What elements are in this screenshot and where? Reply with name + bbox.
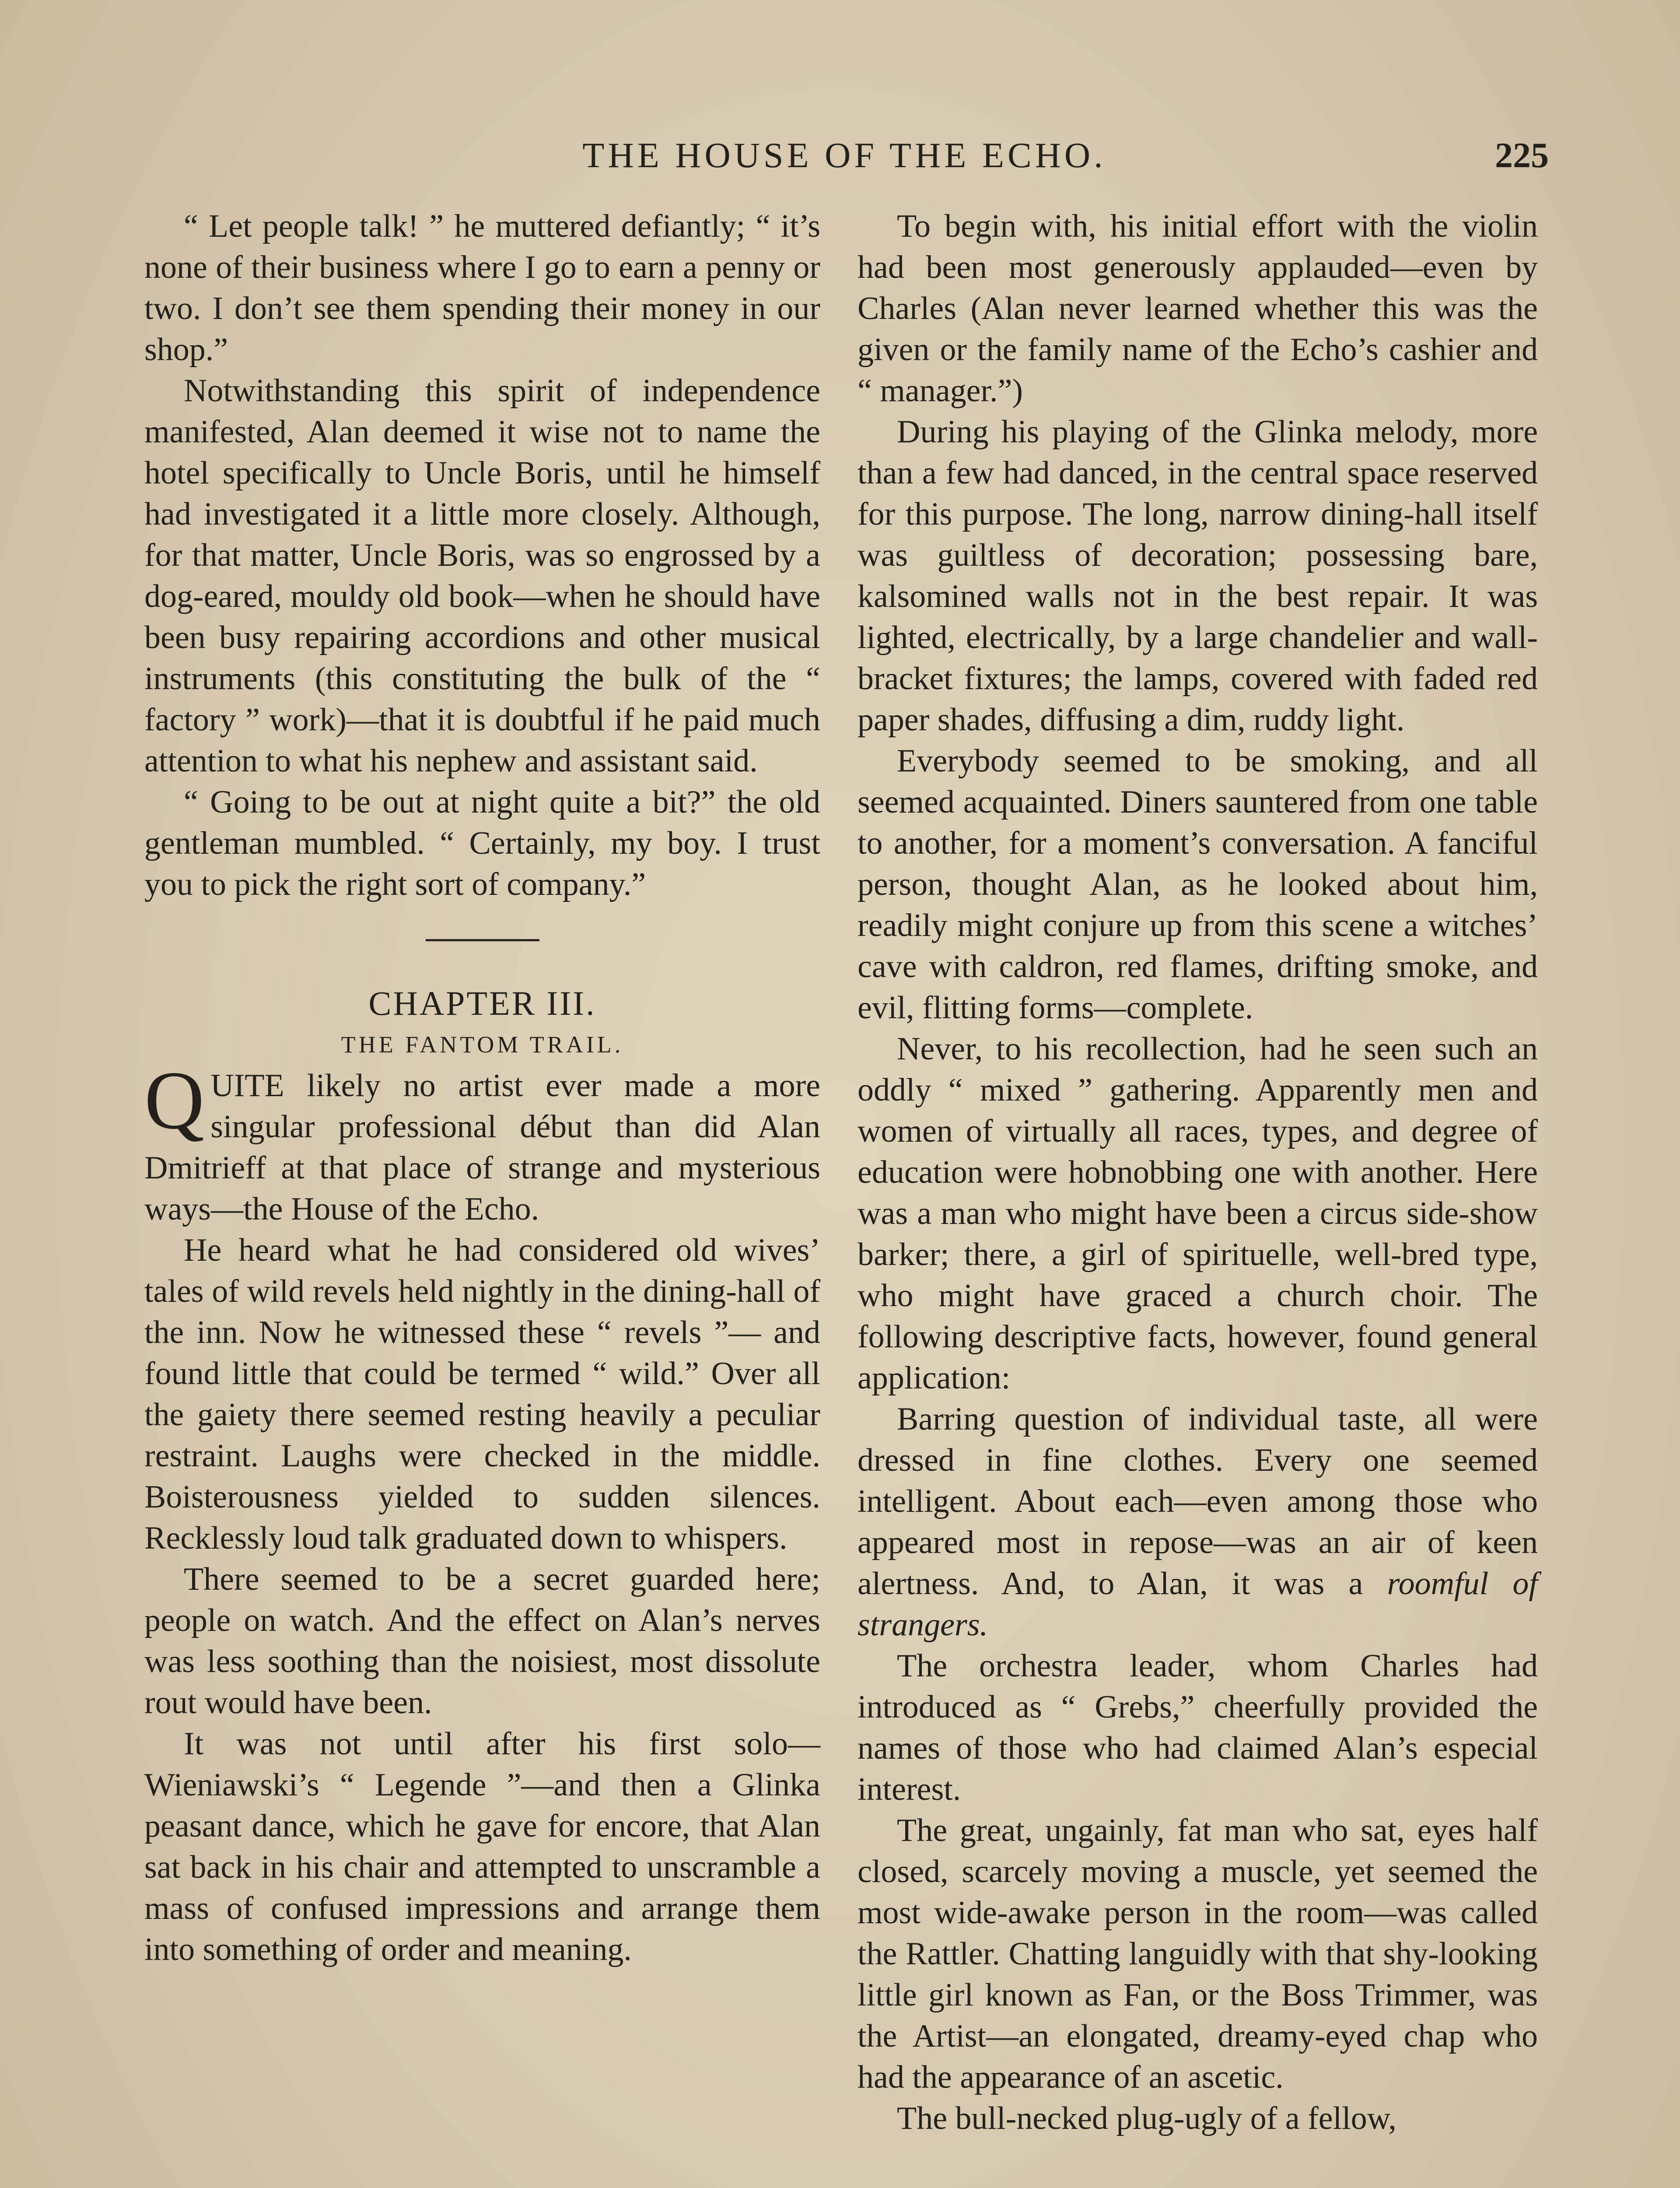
paragraph-text: Barring question of individual taste, all were dressed in fine clothes. Every one seemed intelligent. About each—even among those who appeared most in repose—was an air of keen alertness. And, to Alan, it was a xyxy=(858,1401,1538,1602)
emphasized-text: roomful of strangers. xyxy=(858,1566,1538,1643)
left-column xyxy=(144,206,820,1970)
paragraph xyxy=(858,1399,1538,1645)
paragraph: The orchestra leader, whom Charles had introduced as “ Grebs,” cheerfully provided the names of those who had claimed Alan’s especial interest. xyxy=(858,1648,1538,1807)
chapter-opening-paragraph xyxy=(144,1055,820,1230)
running-title: THE HOUSE OF THE ECHO. xyxy=(582,135,1106,175)
paragraph: “ Let people talk! ” he muttered defiantly; “ it’s none of their business where I go to earn a penny or two. I don’t see them spending their money in our shop.” xyxy=(144,208,820,368)
paragraph: Notwithstanding this spirit of independence manifested, Alan deemed it wise not to name the hotel specifically to Uncle Boris, until he himself had investigated it a little more closely. Although, for that matter, Uncle Boris, was so engrossed by a dog-eared, mouldy old book—when he should have been busy repairing accordions and other musical instruments (this constituting the bulk of the “ factory ” work)—that it is doubtful if he paid much attention to what his nephew and assistant said. xyxy=(144,373,820,779)
chapter-heading: CHAPTER III. xyxy=(368,984,596,1022)
section-divider xyxy=(426,939,539,941)
paragraph: There seemed to be a secret guarded here; people on watch. And the effect on Alan’s nerves was less soothing than the noisiest, most dissolute rout would have been. xyxy=(144,1561,820,1721)
paragraph-text: UITE likely no artist ever made a more singular professional début than did Alan Dmitrieff at that place of strange and mysterious ways—the House of the Echo. xyxy=(144,1068,820,1227)
running-header xyxy=(144,129,1549,182)
paragraph: During his playing of the Glinka melody, more than a few had danced, in the central space reserved for this purpose. The long, narrow dining-hall itself was guiltless of decoration; possessing bare, kalsomined walls not in the best repair. It was lighted, electrically, by a large chandelier and wall-bracket fixtures; the lamps, covered with faded red paper shades, diffusing a dim, ruddy light. xyxy=(858,414,1538,738)
paragraph: The bull-necked plug-ugly of a fellow, xyxy=(897,2100,1396,2136)
chapter-subtitle: THE FANTOM TRAIL. xyxy=(341,1031,624,1058)
paragraph: Everybody seemed to be smoking, and all seemed acquainted. Diners sauntered from one table to another, for a moment’s conversation. A fanciful person, thought Alan, as he looked about him, readily might conjure up from this scene a witches’ cave with caldron, red flames, drifting smoke, and evil, flitting forms—complete. xyxy=(858,743,1538,1026)
paragraph: It was not until after his first solo—Wieniawski’s “ Legende ”—and then a Glinka peasant dance, which he gave for encore, that Alan sat back in his chair and attempted to unscramble a mass of confused impressions and arrange them into something of order and meaning. xyxy=(144,1726,820,1967)
paragraph: “ Going to be out at night quite a bit?” the old gentleman mumbled. “ Certainly, my boy. I trust you to pick the right sort of company.” xyxy=(144,784,820,902)
right-column xyxy=(858,206,1538,2139)
page-number: 225 xyxy=(1495,135,1549,175)
paragraph: To begin with, his initial effort with the violin had been most generously applauded—even by Charles (Alan never learned whether this was the given or the family name of the Echo’s cashier and “ manager.”) xyxy=(858,208,1538,409)
drop-cap: Q xyxy=(144,1055,205,1147)
paragraph: Never, to his recollection, had he seen such an oddly “ mixed ” gathering. Apparently men and women of virtually all races, types, and degree of education were hobnobbing one with another. Here was a man who might have been a circus side-show barker; there, a girl of spirituelle, well-bred type, who might have graced a church choir. The following descriptive facts, however, found general application: xyxy=(858,1031,1538,1396)
paragraph: The great, ungainly, fat man who sat, eyes half closed, scarcely moving a muscle, yet seemed the most wide-awake person in the room—was called the Rattler. Chatting languidly with that shy-looking little girl known as Fan, or the Boss Trimmer, was the Artist—an elongated, dreamy-eyed chap who had the appearance of an ascetic. xyxy=(858,1813,1538,2095)
paragraph: He heard what he had considered old wives’ tales of wild revels held nightly in the dining-hall of the inn. Now he witnessed these “ revels ”— and found little that could be termed “ wild.” Over all the gaiety there seemed resting heavily a peculiar restraint. Laughs were checked in the middle. Boisterousness yielded to sudden silences. Recklessly loud talk graduated down to whispers. xyxy=(144,1232,820,1556)
